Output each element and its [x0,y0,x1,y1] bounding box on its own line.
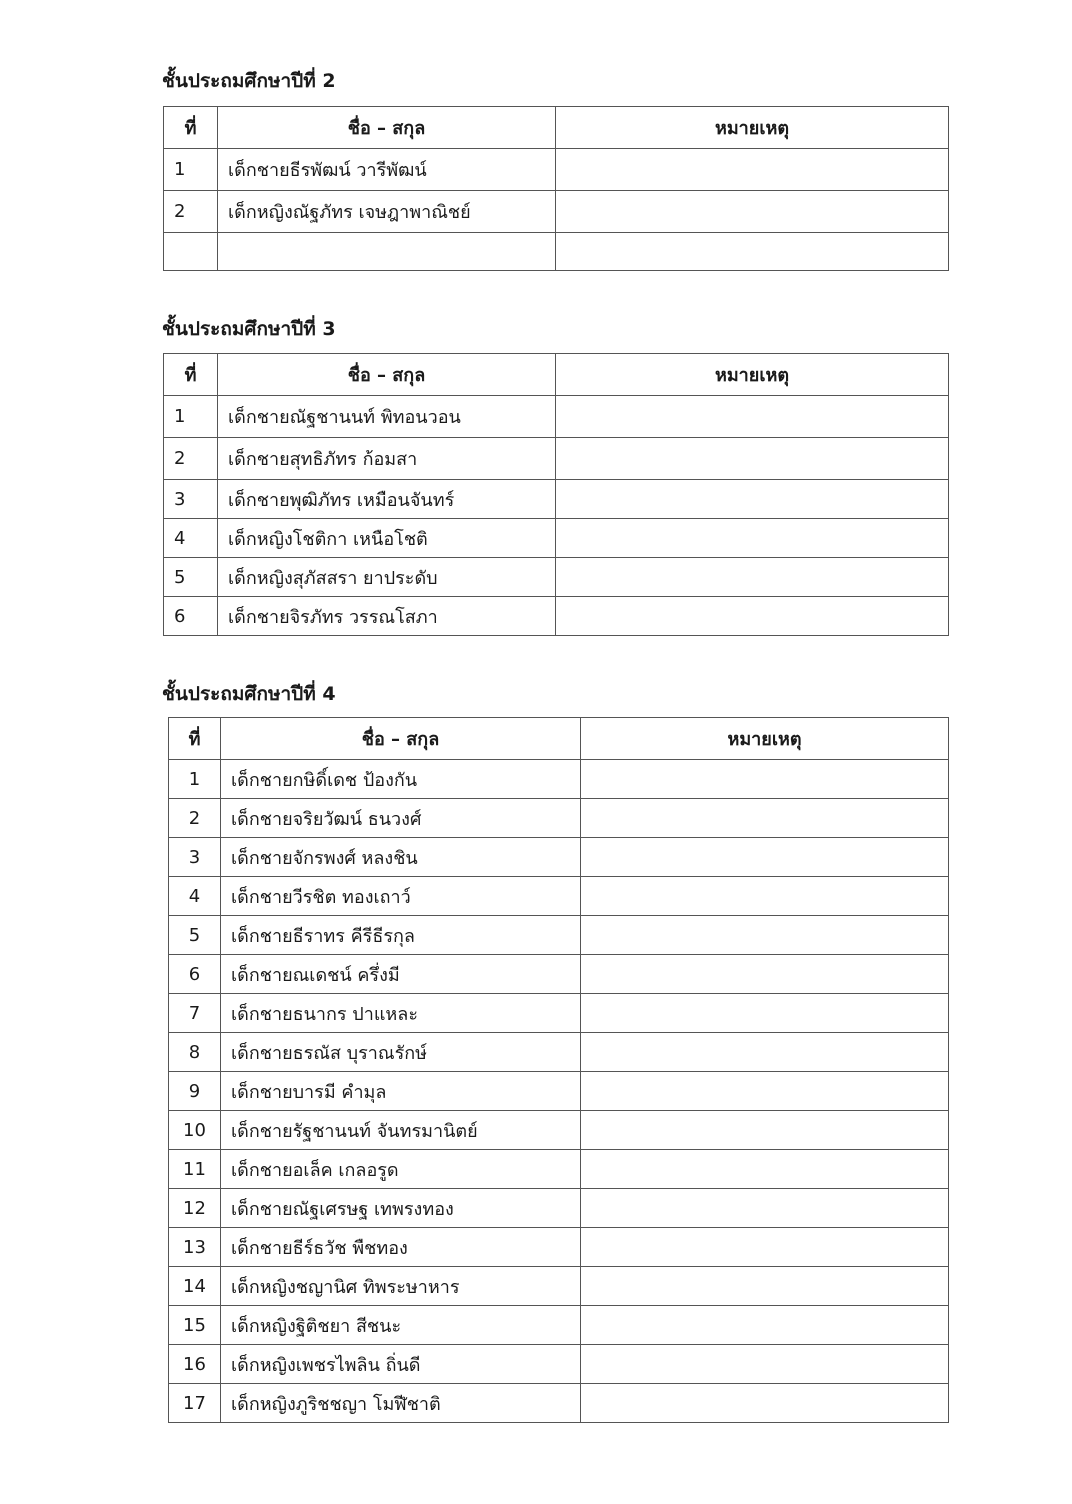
header-name: ชื่อ – สกุล [218,107,556,149]
table-row [164,597,949,636]
header-no: ที่ [164,107,218,149]
table-row [164,519,949,558]
row-name: เด็กชายกษิดิ์เดช ป้องกัน [221,760,581,799]
section-title-grade-3: ชั้นประถมศึกษาปีที่ 3 [162,318,336,340]
row-name: เด็กชายณัฐเศรษฐ เทพรงทอง [221,1189,581,1228]
row-note [581,1267,949,1306]
table-header-row [169,718,949,760]
header-no: ที่ [164,354,218,396]
row-name: เด็กชายจริยวัฒน์ ธนวงศ์ [221,799,581,838]
row-no: 12 [169,1189,221,1228]
row-note [556,558,949,597]
row-name: เด็กชายบารมี คำมุล [221,1072,581,1111]
table-row [169,760,949,799]
row-note [556,191,949,233]
row-no: 17 [169,1384,221,1423]
row-name: เด็กชายรัฐชานนท์ จันทรมานิตย์ [221,1111,581,1150]
table-row [164,396,949,438]
header-name: ชื่อ – สกุล [218,354,556,396]
table-row [169,799,949,838]
row-note [581,1189,949,1228]
table-row [169,1111,949,1150]
table-row [164,438,949,480]
row-no: 9 [169,1072,221,1111]
row-name: เด็กชายธนากร ปาแหละ [221,994,581,1033]
row-no: 3 [164,480,218,519]
row-no: 6 [164,597,218,636]
row-name: เด็กหญิงฐิติชยา สีชนะ [221,1306,581,1345]
table-row [169,1033,949,1072]
row-note [581,838,949,877]
row-note [581,916,949,955]
header-note: หมายเหตุ [556,107,949,149]
row-name: เด็กชายอเล็ค เกลอรูด [221,1150,581,1189]
row-note [581,1033,949,1072]
section-title-grade-2: ชั้นประถมศึกษาปีที่ 2 [162,70,336,92]
table-row [164,233,949,271]
row-note [581,760,949,799]
row-name: เด็กชายจิรภัทร วรรณโสภา [218,597,556,636]
table-header-row [164,354,949,396]
header-name: ชื่อ – สกุล [221,718,581,760]
header-no: ที่ [169,718,221,760]
row-name: เด็กชายธีร์ธวัช พืชทอง [221,1228,581,1267]
row-no: 11 [169,1150,221,1189]
row-note [581,1306,949,1345]
row-name: เด็กชายวีรชิต ทองเถาว์ [221,877,581,916]
table-row [169,877,949,916]
row-note [581,1384,949,1423]
table-row [169,1189,949,1228]
row-note [581,994,949,1033]
table-row [169,1306,949,1345]
row-note [556,396,949,438]
row-name: เด็กชายจักรพงศ์ หลงชิน [221,838,581,877]
row-note [581,877,949,916]
table-row [169,1228,949,1267]
row-note [581,1111,949,1150]
table-row [164,558,949,597]
row-no: 13 [169,1228,221,1267]
row-name: เด็กหญิงสุภัสสรา ยาประดับ [218,558,556,597]
table-row [164,480,949,519]
student-table-grade-4 [168,717,949,1423]
table-row [169,994,949,1033]
row-no: 5 [169,916,221,955]
row-name: เด็กหญิงชญานิศ ทิพระษาหาร [221,1267,581,1306]
row-note [581,1150,949,1189]
row-note [556,480,949,519]
row-note [581,1072,949,1111]
row-no: 4 [169,877,221,916]
table-row [164,191,949,233]
row-name: เด็กชายธีรพัฒน์ วารีพัฒน์ [218,149,556,191]
row-note [581,1345,949,1384]
row-name: เด็กชายณเดชน์ ครึ่งมี [221,955,581,994]
row-no: 2 [164,438,218,480]
row-note [556,597,949,636]
table-row [169,1345,949,1384]
row-name: เด็กชายธรณัส บุราณรักษ์ [221,1033,581,1072]
row-no: 1 [164,149,218,191]
row-no: 14 [169,1267,221,1306]
table-row [169,955,949,994]
row-note [581,955,949,994]
row-note [556,149,949,191]
row-no: 7 [169,994,221,1033]
row-no: 6 [169,955,221,994]
row-note [556,438,949,480]
row-name: เด็กชายณัฐชานนท์ พิทอนวอน [218,396,556,438]
row-name: เด็กชายสุทธิภัทร ก้อมสา [218,438,556,480]
table-row [164,149,949,191]
row-no: 2 [164,191,218,233]
table-row [169,1150,949,1189]
row-name: เด็กชายพุฒิภัทร เหมือนจันทร์ [218,480,556,519]
table-row [169,838,949,877]
row-no: 1 [169,760,221,799]
row-no: 2 [169,799,221,838]
header-note: หมายเหตุ [581,718,949,760]
table-header-row [164,107,949,149]
row-name: เด็กหญิงณัฐภัทร เจษฎาพาณิชย์ [218,191,556,233]
section-title-grade-4: ชั้นประถมศึกษาปีที่ 4 [162,683,336,705]
table-row [169,916,949,955]
row-name: เด็กหญิงเพชรไพลิน ถิ่นดี [221,1345,581,1384]
table-row [169,1384,949,1423]
row-note [556,233,949,271]
row-name: เด็กหญิงภูริชชญา โมฬีชาติ [221,1384,581,1423]
row-note [581,1228,949,1267]
header-note: หมายเหตุ [556,354,949,396]
table-row [169,1267,949,1306]
row-note [581,799,949,838]
student-table-grade-3 [163,353,949,636]
row-name: เด็กชายธีราทร คีรีธีรกุล [221,916,581,955]
row-no: 16 [169,1345,221,1384]
row-no: 15 [169,1306,221,1345]
row-name [218,233,556,271]
row-name: เด็กหญิงโชติกา เหนือโชติ [218,519,556,558]
row-no: 5 [164,558,218,597]
row-no: 10 [169,1111,221,1150]
row-no: 1 [164,396,218,438]
row-note [556,519,949,558]
row-no: 8 [169,1033,221,1072]
table-row [169,1072,949,1111]
row-no [164,233,218,271]
row-no: 4 [164,519,218,558]
student-table-grade-2 [163,106,949,271]
row-no: 3 [169,838,221,877]
